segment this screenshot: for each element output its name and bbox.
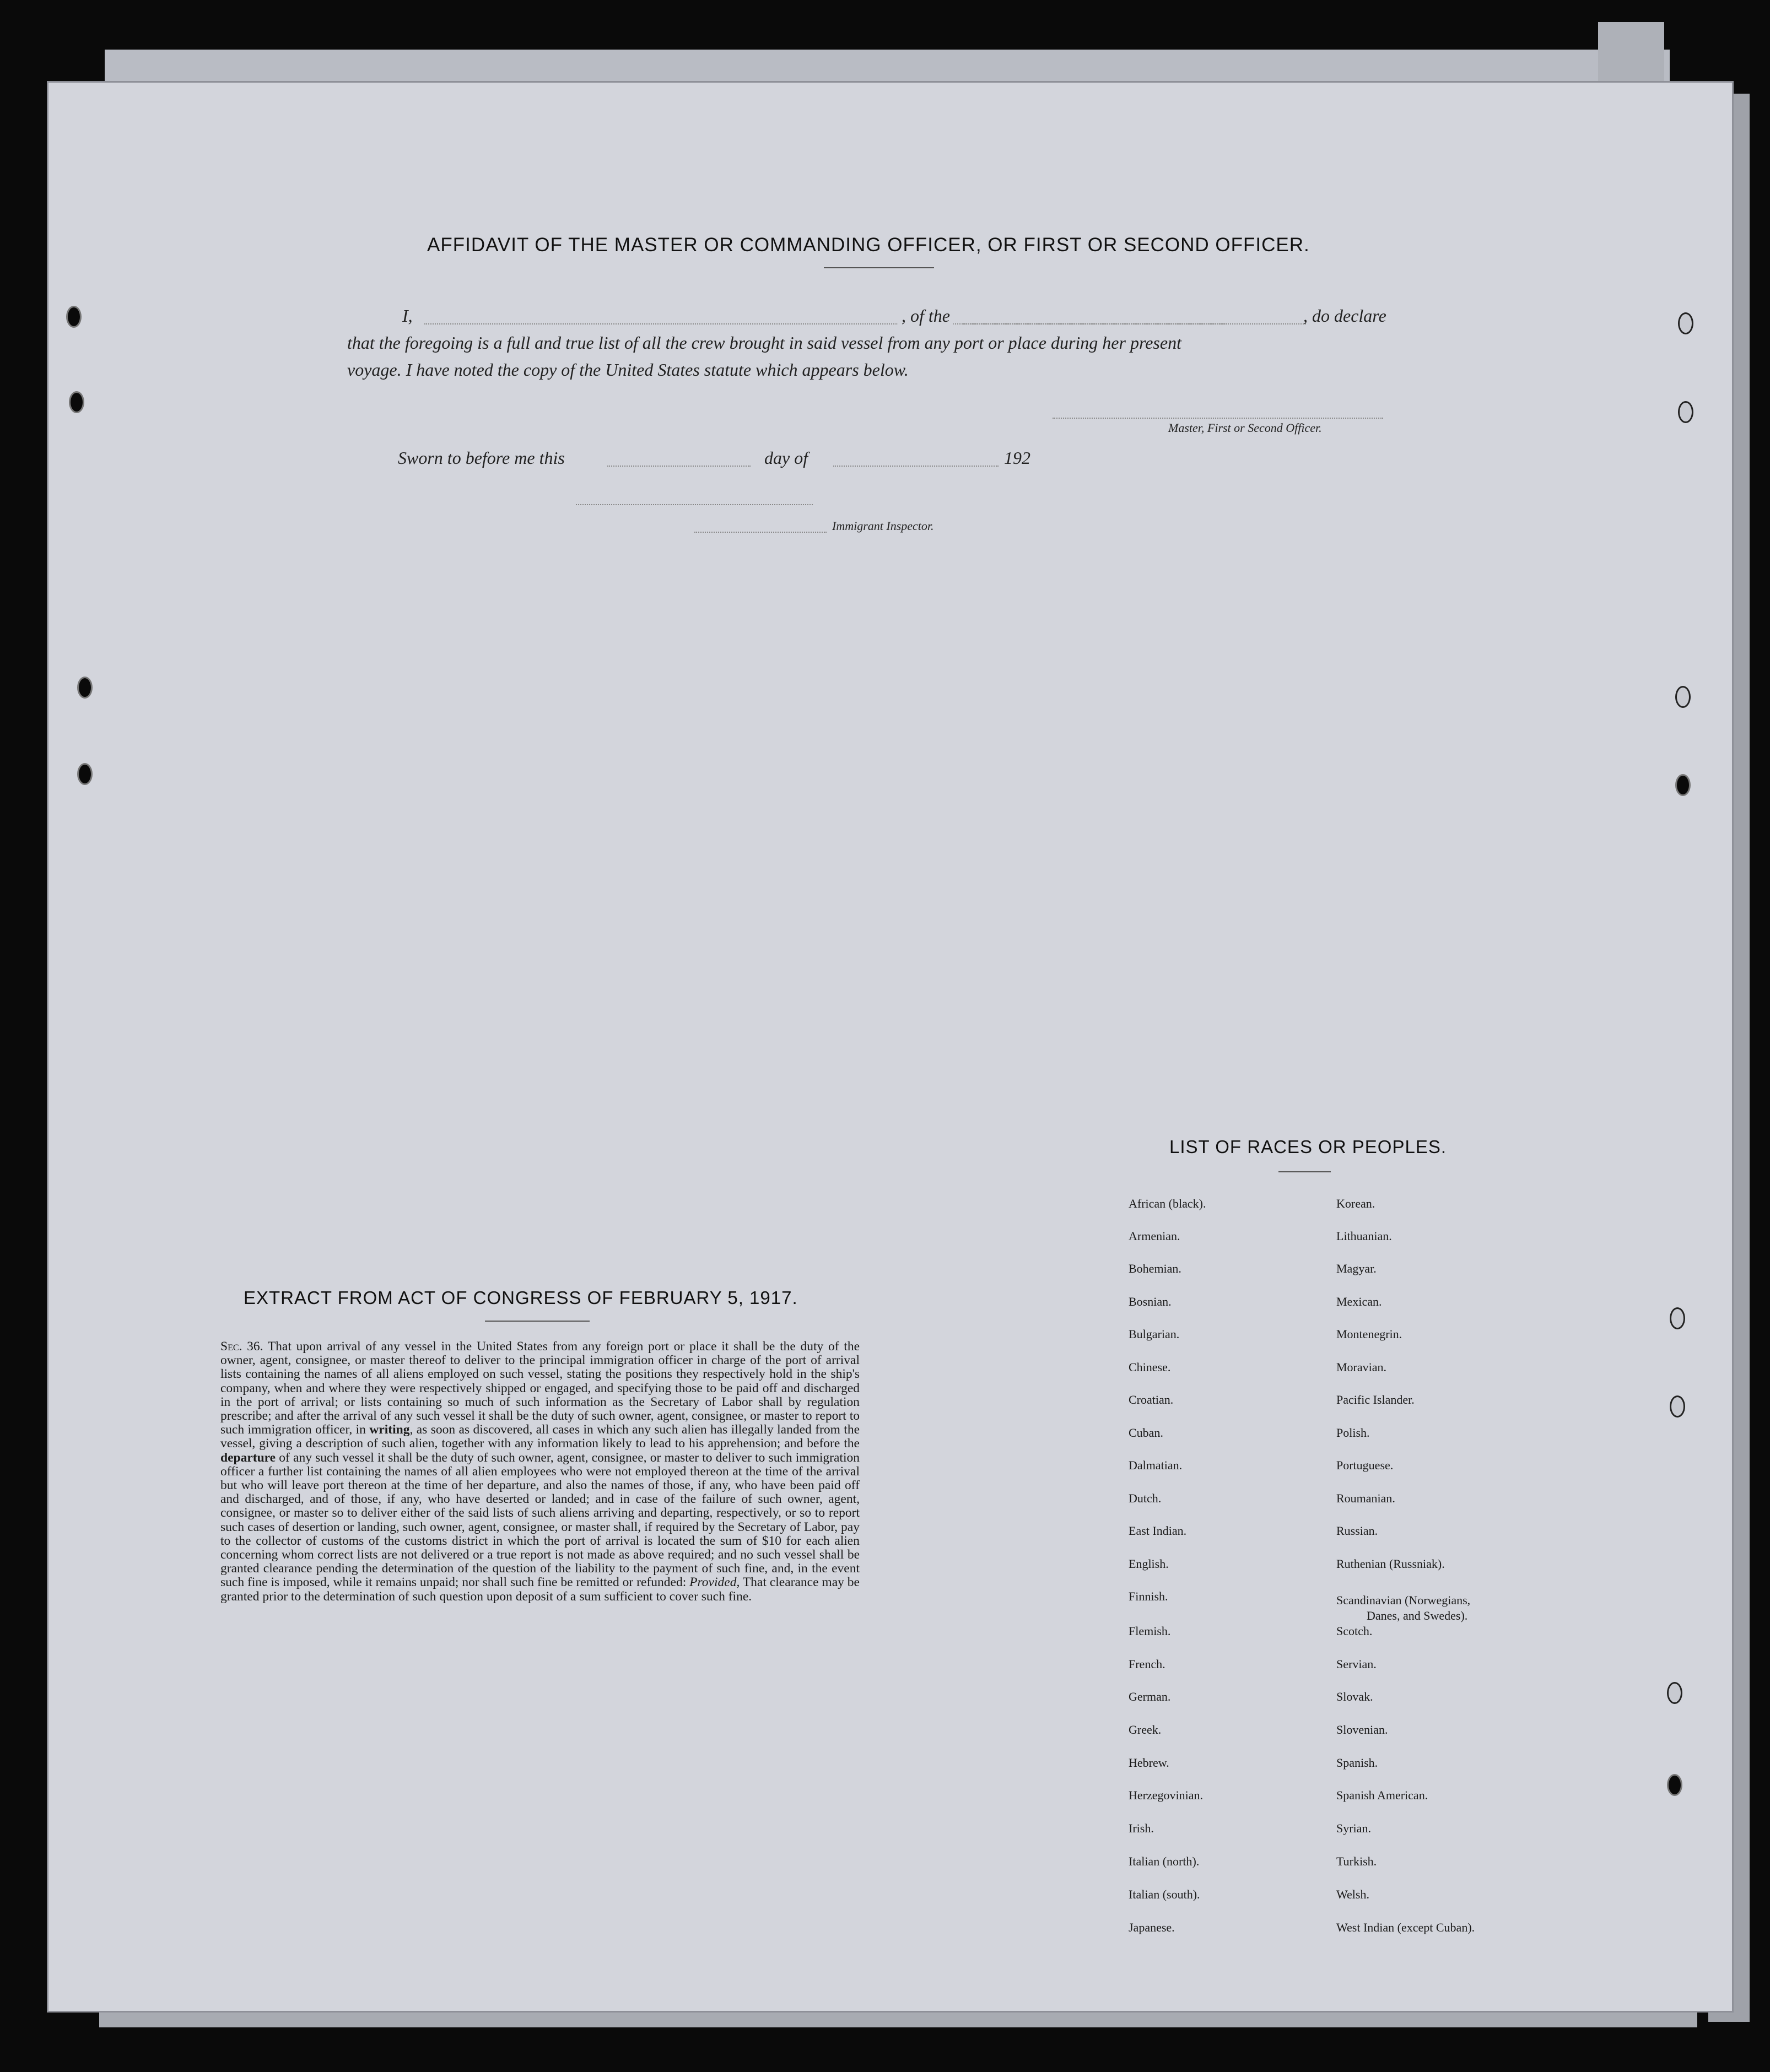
race-item: Italian (south). xyxy=(1129,1887,1200,1901)
statute-text xyxy=(220,1340,860,1604)
race-item: Polish. xyxy=(1336,1426,1370,1440)
race-item: Montenegrin. xyxy=(1336,1327,1402,1341)
statute-part-4: That clearance may be granted prior to the determination of such question upon deposit of a sum sufficient to cover such fine. xyxy=(220,1575,860,1604)
race-item: Roumanian. xyxy=(1336,1491,1395,1505)
statute-part-1: That upon arrival of any vessel in the United States from any foreign port or place it shall be the duty of the owner, agent, consignee, or master thereof to deliver to the principal immigration officer in charge of the port of arrival lists containing the names of all aliens employed on such vessel, stating the positions they respectively hold in the ship's company, when and where they were respectively shipped or engaged, and specifying those to be paid off and discharged in the port of arrival; or lists containing so much of such information as the Secretary of Labor shall by regulation prescribe; and after the arrival of any such vessel it shall be the duty of such owner, agent, consignee, or master to report to such immigration officer, in xyxy=(220,1339,860,1437)
race-item: Bohemian. xyxy=(1129,1262,1181,1275)
section-number: Sec. 36. xyxy=(220,1339,263,1354)
race-item: Mexican. xyxy=(1336,1295,1382,1308)
punch-hole xyxy=(1667,1774,1682,1796)
punch-hole xyxy=(1678,401,1693,423)
punch-hole xyxy=(1675,686,1691,708)
race-item: Welsh. xyxy=(1336,1887,1369,1901)
race-item: Ruthenian (Russniak). xyxy=(1336,1557,1445,1571)
inspector-signature-line[interactable] xyxy=(576,504,813,505)
punch-hole xyxy=(1675,774,1691,796)
race-item: West Indian (except Cuban). xyxy=(1336,1920,1475,1934)
race-item: Korean. xyxy=(1336,1197,1375,1210)
vessel-field[interactable] xyxy=(962,323,1306,324)
race-item: Bosnian. xyxy=(1129,1295,1172,1308)
race-item: Armenian. xyxy=(1129,1229,1180,1243)
race-item: Scotch. xyxy=(1336,1624,1373,1638)
statute-departure: departure xyxy=(220,1450,276,1465)
race-item: Irish. xyxy=(1129,1821,1154,1835)
race-item: Russian. xyxy=(1336,1524,1378,1538)
race-item: Cuban. xyxy=(1129,1426,1163,1440)
race-item: Flemish. xyxy=(1129,1624,1171,1638)
race-item: Spanish. xyxy=(1336,1756,1378,1770)
race-item: Pacific Islander. xyxy=(1336,1393,1415,1406)
race-item: East Indian. xyxy=(1129,1524,1187,1538)
punch-hole xyxy=(66,306,82,328)
race-item: Greek. xyxy=(1129,1723,1162,1736)
race-item: Turkish. xyxy=(1336,1854,1377,1868)
race-item: French. xyxy=(1129,1657,1165,1671)
race-item-continuation: Danes, and Swedes). xyxy=(1367,1609,1468,1622)
declaration-line-3: voyage. I have noted the copy of the United States statute which appears below. xyxy=(347,360,909,380)
race-item: Japanese. xyxy=(1129,1920,1175,1934)
statute-writing: writing xyxy=(369,1422,410,1437)
race-item: Servian. xyxy=(1336,1657,1377,1671)
race-item: Spanish American. xyxy=(1336,1788,1428,1802)
master-signature-label: Master, First or Second Officer. xyxy=(1168,421,1322,435)
punch-hole xyxy=(77,677,93,699)
day-of-text: day of xyxy=(764,448,808,468)
race-item: Slovak. xyxy=(1336,1690,1373,1703)
race-item: Chinese. xyxy=(1129,1360,1171,1374)
punch-hole xyxy=(1670,1307,1685,1329)
race-item: Croatian. xyxy=(1129,1393,1174,1406)
race-item: Bulgarian. xyxy=(1129,1327,1180,1341)
affidavit-title: AFFIDAVIT OF THE MASTER OR COMMANDING OFFICER, OR FIRST OR SECOND OFFICER. xyxy=(427,234,1310,256)
race-item: Finnish. xyxy=(1129,1589,1168,1603)
declaration-end: , do declare xyxy=(1303,306,1386,326)
races-title: LIST OF RACES OR PEOPLES. xyxy=(1169,1137,1447,1157)
race-item: Dutch. xyxy=(1129,1491,1162,1505)
race-item: Portuguese. xyxy=(1336,1458,1394,1472)
statute-part-2: , as soon as discovered, all cases in which any such alien has illegally landed from the vessel, giving a description of such alien, together with any information likely to lead to his apprehension; and before the xyxy=(220,1422,860,1451)
declaration-line-2: that the foregoing is a full and true list of all the crew brought in said vessel from any port or place during her present xyxy=(347,333,1181,353)
race-item: Moravian. xyxy=(1336,1360,1387,1374)
race-item: Slovenian. xyxy=(1336,1723,1388,1736)
title-rule xyxy=(824,267,934,268)
sworn-text: Sworn to before me this xyxy=(398,448,565,468)
day-field[interactable] xyxy=(607,466,751,467)
race-item: African (black). xyxy=(1129,1197,1206,1210)
race-item: English. xyxy=(1129,1557,1169,1571)
races-rule xyxy=(1278,1171,1331,1172)
statute-part-3: of any such vessel it shall be the duty of such owner, agent, consignee, or master to deliver to such immigration officer a further list containing the names of all alien employees who were not employed thereon at the time of the arrival but who will leave port thereon at the time of her departure, and also the names of those, if any, who have been paid off and discharged, and of those, if any, who have deserted or landed; and in case of the failure of such owner, agent, consignee, or master so to deliver either of the said lists of such aliens arriving and departing, respectively, or so to report such cases of desertion or landing, such owner, agent, consignee, or master shall, if required by the Secretary of Labor, pay to the collector of customs of the customs district in which the port of arrival is located the sum of $10 for each alien concerning whom correct lists are not delivered or a true report is not made as above required; and no such vessel shall be granted clearance pending the determination of the question of the liability to the payment of such fine, and, in the event such fine is imposed, while it remains unpaid; nor shall such fine be remitted or refunded: xyxy=(220,1450,860,1590)
declaration-mid: , of the xyxy=(898,306,953,326)
master-signature-line[interactable] xyxy=(1053,418,1383,419)
race-item: Magyar. xyxy=(1336,1262,1377,1275)
punch-hole xyxy=(1678,312,1693,334)
punch-hole xyxy=(69,391,84,413)
inspector-label: Immigrant Inspector. xyxy=(832,519,934,533)
statute-provided: Provided, xyxy=(689,1575,740,1590)
year-text: 192 xyxy=(1004,448,1030,468)
race-item: Syrian. xyxy=(1336,1821,1371,1835)
inspector-signature-line-2 xyxy=(694,532,827,533)
race-item: Italian (north). xyxy=(1129,1854,1200,1868)
declaration-start: I, xyxy=(402,306,413,326)
race-item: Scandinavian (Norwegians, xyxy=(1336,1593,1471,1607)
punch-hole xyxy=(1667,1682,1682,1704)
race-item: Dalmatian. xyxy=(1129,1458,1183,1472)
race-item: Hebrew. xyxy=(1129,1756,1169,1770)
race-item: German. xyxy=(1129,1690,1171,1703)
race-item: Herzegovinian. xyxy=(1129,1788,1203,1802)
extract-rule xyxy=(485,1321,590,1322)
extract-title: EXTRACT FROM ACT OF CONGRESS OF FEBRUARY 5, 1917. xyxy=(244,1287,798,1308)
punch-hole xyxy=(77,763,93,785)
race-item: Lithuanian. xyxy=(1336,1229,1392,1243)
month-field[interactable] xyxy=(833,466,999,467)
punch-hole xyxy=(1670,1395,1685,1418)
